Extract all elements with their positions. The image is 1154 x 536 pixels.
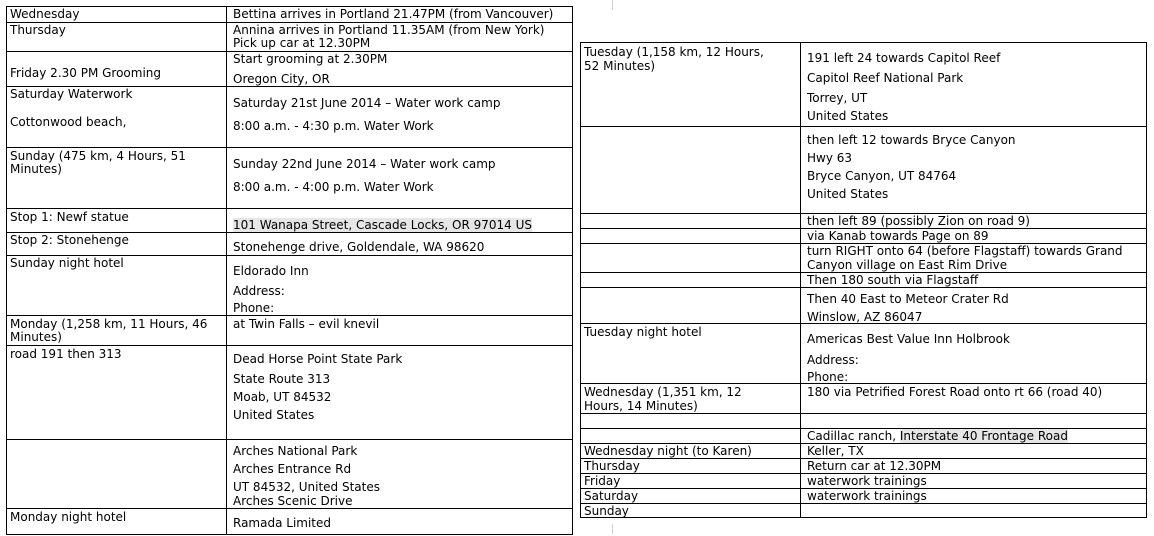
table-row xyxy=(581,428,1146,443)
day-label: Tuesday night hotel xyxy=(584,325,702,339)
table-row xyxy=(7,208,572,232)
hotel-address-label: Address: xyxy=(233,284,285,298)
plan-text: Return car at 12.30PM xyxy=(807,459,942,473)
table-row xyxy=(581,243,1146,272)
itinerary-table-right xyxy=(580,42,1147,518)
plan-text: United States xyxy=(233,408,315,422)
plan-text: Moab, UT 84532 xyxy=(233,390,332,404)
plan-text: United States xyxy=(807,109,889,123)
table-row xyxy=(7,147,572,208)
plan-text: Winslow, AZ 86047 xyxy=(807,310,923,323)
table-row xyxy=(7,345,572,439)
plan-text: Then 180 south via Flagstaff xyxy=(807,273,979,287)
plan-text: Arches National Park xyxy=(233,444,358,458)
table-row xyxy=(581,473,1146,488)
plan-text: Pick up car at 12.30PM xyxy=(233,36,371,50)
plan-text: waterwork trainings xyxy=(807,474,927,488)
day-label: Sunday night hotel xyxy=(10,256,124,270)
day-label: Wednesday xyxy=(10,7,80,21)
day-label: Thursday xyxy=(584,459,640,473)
plan-text: Arches Entrance Rd xyxy=(233,462,352,476)
day-label: Sunday (475 km, 4 Hours, 51 xyxy=(10,149,186,163)
plan-text: Annina arrives in Portland 11.35AM (from New York) xyxy=(233,23,545,37)
day-label: Monday night hotel xyxy=(10,510,127,524)
table-row xyxy=(7,22,572,51)
address-text: 101 Wanapa Street, Cascade Locks, OR 97014 US xyxy=(233,218,532,232)
plan-text: Saturday 21st June 2014 – Water work camp xyxy=(233,96,501,110)
table-row xyxy=(7,232,572,255)
plan-text: Bryce Canyon, UT 84764 xyxy=(807,169,957,183)
day-label: road 191 then 313 xyxy=(10,347,122,361)
plan-text: then left 12 towards Bryce Canyon xyxy=(807,133,1016,147)
day-label: Wednesday night (to Karen) xyxy=(584,444,752,458)
hotel-phone-label: Phone: xyxy=(807,370,849,383)
plan-text: turn RIGHT onto 64 (before Flagstaff) towards Grand xyxy=(807,244,1123,258)
hotel-name: Americas Best Value Inn Holbrook xyxy=(807,332,1010,346)
plan-text: via Kanab towards Page on 89 xyxy=(807,229,989,243)
table-row xyxy=(581,458,1146,473)
day-label: Wednesday (1,351 km, 12 xyxy=(584,385,742,399)
table-row xyxy=(581,272,1146,287)
plan-text: Keller, TX xyxy=(807,444,864,458)
table-row xyxy=(581,213,1146,228)
table-row xyxy=(581,126,1146,213)
table-row xyxy=(581,228,1146,243)
plan-text: Sunday 22nd June 2014 – Water work camp xyxy=(233,157,496,171)
table-row xyxy=(7,255,572,315)
day-label: Saturday xyxy=(584,489,639,503)
day-label: Minutes) xyxy=(10,162,62,176)
day-label: Saturday Waterwork xyxy=(10,87,133,101)
plan-text: Oregon City, OR xyxy=(233,72,330,86)
day-label: Tuesday (1,158 km, 12 Hours, xyxy=(584,45,764,59)
plan-text: 8:00 a.m. - 4:30 p.m. Water Work xyxy=(233,119,434,133)
plan-text: then left 89 (possibly Zion on road 9) xyxy=(807,214,1030,228)
table-row xyxy=(7,86,572,147)
table-row xyxy=(581,43,1146,126)
day-label: Stop 1: Newf statue xyxy=(10,210,129,224)
plan-text: Cadillac ranch, xyxy=(807,429,900,443)
day-label: Minutes) xyxy=(10,330,62,344)
address-text: Stonehenge drive, Goldendale, WA 98620 xyxy=(233,240,485,254)
plan-text: Capitol Reef National Park xyxy=(807,71,964,85)
table-row xyxy=(581,443,1146,458)
day-label: Sunday xyxy=(584,504,629,517)
hotel-address-label: Address: xyxy=(807,353,859,367)
table-row xyxy=(581,488,1146,503)
table-row xyxy=(581,413,1146,428)
plan-text: Then 40 East to Meteor Crater Rd xyxy=(807,292,1009,306)
plan-text: Arches Scenic Drive xyxy=(233,494,353,508)
plan-text: waterwork trainings xyxy=(807,489,927,503)
table-row xyxy=(7,508,572,536)
table-row xyxy=(7,7,572,22)
day-label: Cottonwood beach, xyxy=(10,115,127,129)
hotel-phone-label: Phone: xyxy=(233,301,275,315)
plan-text: State Route 313 xyxy=(233,372,331,386)
plan-text: at Twin Falls – evil knevil xyxy=(233,317,380,331)
day-label: Stop 2: Stonehenge xyxy=(10,233,129,247)
table-row xyxy=(581,383,1146,413)
itinerary-table-left xyxy=(6,6,573,535)
day-label: Friday xyxy=(584,474,621,488)
table-row xyxy=(581,323,1146,383)
day-label: Monday (1,258 km, 11 Hours, 46 xyxy=(10,317,208,331)
hotel-name: Ramada Limited xyxy=(233,516,332,530)
day-label: Thursday xyxy=(10,23,66,37)
table-row xyxy=(7,439,572,508)
day-label: 52 Minutes) xyxy=(584,59,656,73)
plan-text: Torrey, UT xyxy=(807,91,868,105)
day-label: Friday 2.30 PM Grooming xyxy=(10,66,162,80)
table-row xyxy=(581,503,1146,517)
table-row xyxy=(581,287,1146,323)
plan-text: Dead Horse Point State Park xyxy=(233,352,403,366)
plan-text: Start grooming at 2.30PM xyxy=(233,52,388,66)
plan-text: 191 left 24 towards Capitol Reef xyxy=(807,51,1001,65)
day-label: Hours, 14 Minutes) xyxy=(584,399,698,413)
page-divider-top xyxy=(612,0,613,10)
plan-text: Bettina arrives in Portland 21.47PM (from Vancouver) xyxy=(233,7,554,21)
table-row xyxy=(7,315,572,345)
plan-text: UT 84532, United States xyxy=(233,480,380,494)
plan-text: Hwy 63 xyxy=(807,151,853,165)
plan-text: 8:00 a.m. - 4:00 p.m. Water Work xyxy=(233,180,434,194)
plan-text: United States xyxy=(807,187,889,201)
table-row xyxy=(7,51,572,86)
plan-text: 180 via Petrified Forest Road onto rt 66 (road 40) xyxy=(807,385,1103,399)
plan-text: Canyon village on East Rim Drive xyxy=(807,258,1008,272)
address-text: Interstate 40 Frontage Road xyxy=(899,429,1068,443)
page-divider-bottom xyxy=(612,524,613,534)
hotel-name: Eldorado Inn xyxy=(233,264,309,278)
